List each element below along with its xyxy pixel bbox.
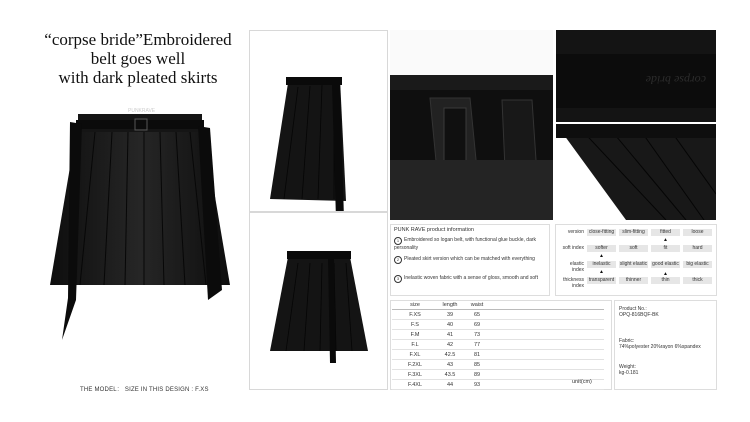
cell-size: F.M [392, 330, 438, 340]
product-info-item [394, 237, 544, 251]
grid-cell: loose [683, 229, 712, 236]
buckle-detail-photo [390, 30, 553, 220]
size-table-header [392, 300, 604, 310]
grid-cell: slight elastic [619, 261, 648, 267]
cell-waist: 93 [462, 380, 492, 390]
product-no-label: Product No.: [619, 306, 647, 312]
cell-length: 40 [438, 320, 462, 330]
skirt-front-photo [40, 100, 240, 380]
belt-embroidery-text: corpse bride [645, 73, 706, 87]
grid-cell: softer [587, 245, 616, 252]
product-info-item [394, 256, 544, 264]
cell-length: 42.5 [438, 350, 462, 360]
headline-line-3: with dark pleated skirts [58, 68, 218, 87]
selected-marker-icon: ▲ [663, 237, 668, 243]
selected-marker-icon: ▲ [599, 253, 604, 259]
cell-waist: 81 [462, 350, 492, 360]
fabric-label: Fabric: [619, 338, 635, 344]
size-unit-label: unit(cm) [572, 379, 592, 385]
grid-row-thickness [556, 271, 716, 291]
grid-cell: soft [619, 245, 648, 252]
cell-size: F.3XL [392, 370, 438, 380]
cell-size: F.4XL [392, 380, 438, 390]
grid-cell: thinner [619, 277, 648, 284]
cell-waist: 77 [462, 340, 492, 350]
side-view-panel [249, 30, 388, 212]
table-row [392, 310, 604, 320]
table-row [392, 370, 604, 380]
item-text: Pleated skirt version which can be matched with everything [404, 256, 535, 262]
fabric-value: 74%polyester 20%rayon 6%spandex [619, 344, 701, 350]
skirt-side-photo [250, 31, 387, 211]
table-row [392, 340, 604, 350]
grid-cell: thin [651, 277, 680, 284]
table-row [392, 320, 604, 330]
cell-length: 41 [438, 330, 462, 340]
headline-line-1: “corpse bride”Embroidered [44, 30, 232, 49]
headline [28, 30, 248, 87]
cell-waist: 85 [462, 360, 492, 370]
pleat-detail-photo [556, 124, 716, 220]
skirt-back-photo [250, 213, 387, 389]
item-text: Inelastic woven fabric with a sense of gloss, smooth and soft [404, 275, 538, 281]
header-waist: waist [462, 300, 492, 310]
cell-length: 43 [438, 360, 462, 370]
back-view-panel [249, 212, 388, 390]
cell-size: F.S [392, 320, 438, 330]
table-row [392, 360, 604, 370]
row-label: version [567, 229, 584, 235]
grid-row-soft [556, 245, 716, 259]
cell-waist: 65 [462, 310, 492, 320]
selected-marker-icon: ▲ [599, 269, 604, 275]
product-info-item [394, 275, 544, 283]
cell-size: F.XS [392, 310, 438, 320]
table-row [392, 330, 604, 340]
headline-line-2: belt goes well [90, 49, 186, 68]
header-size: size [392, 300, 438, 310]
item-number: 3 [394, 275, 402, 283]
cell-length: 39 [438, 310, 462, 320]
embroidery-detail-photo [556, 30, 716, 122]
product-no-value: OPQ-816BQF-BK [619, 312, 659, 318]
grid-cell: thick [683, 277, 712, 284]
grid-cell: good elastic [652, 261, 679, 267]
weight-label: Weight: [619, 364, 636, 370]
row-label: thickness index [563, 277, 584, 289]
size-table [392, 300, 604, 390]
skirt-brand-label: PUNKRAVE [128, 108, 156, 114]
grid-cell: transparent [588, 277, 615, 283]
header-length: length [438, 300, 462, 310]
model-size-note: THE MODEL： SIZE IN THIS DESIGN : F.XS [80, 387, 209, 393]
grid-cell: close-fitting [588, 229, 615, 235]
item-number: 1 [394, 237, 402, 245]
selected-marker-icon: ▲ [663, 271, 668, 277]
cell-waist: 73 [462, 330, 492, 340]
grid-cell: fitted [651, 229, 680, 236]
grid-cell: hard [683, 245, 712, 252]
cell-waist: 89 [462, 370, 492, 380]
table-row [392, 350, 604, 360]
cell-size: F.L [392, 340, 438, 350]
row-label: soft index [562, 245, 584, 251]
cell-length: 43.5 [438, 370, 462, 380]
cell-size: F.XL [392, 350, 438, 360]
product-info-title: PUNK RAVE product information [394, 227, 474, 233]
weight-value: kg-0.181 [619, 370, 639, 376]
item-text: Embroidered so logan belt, with functional glue buckle, dark personality [394, 237, 537, 251]
cell-length: 44 [438, 380, 462, 390]
cell-length: 42 [438, 340, 462, 350]
grid-row-elastic [556, 261, 716, 275]
row-label: elastic index [569, 261, 584, 273]
cell-size: F.2XL [392, 360, 438, 370]
grid-cell: fit [651, 245, 680, 252]
cell-waist: 69 [462, 320, 492, 330]
property-grid [555, 224, 717, 296]
grid-cell: big elastic [683, 261, 712, 268]
grid-cell: slim-fitting [619, 229, 648, 236]
item-number: 2 [394, 256, 402, 264]
grid-row-version [556, 229, 716, 243]
grid-cell: inelastic [587, 261, 616, 268]
